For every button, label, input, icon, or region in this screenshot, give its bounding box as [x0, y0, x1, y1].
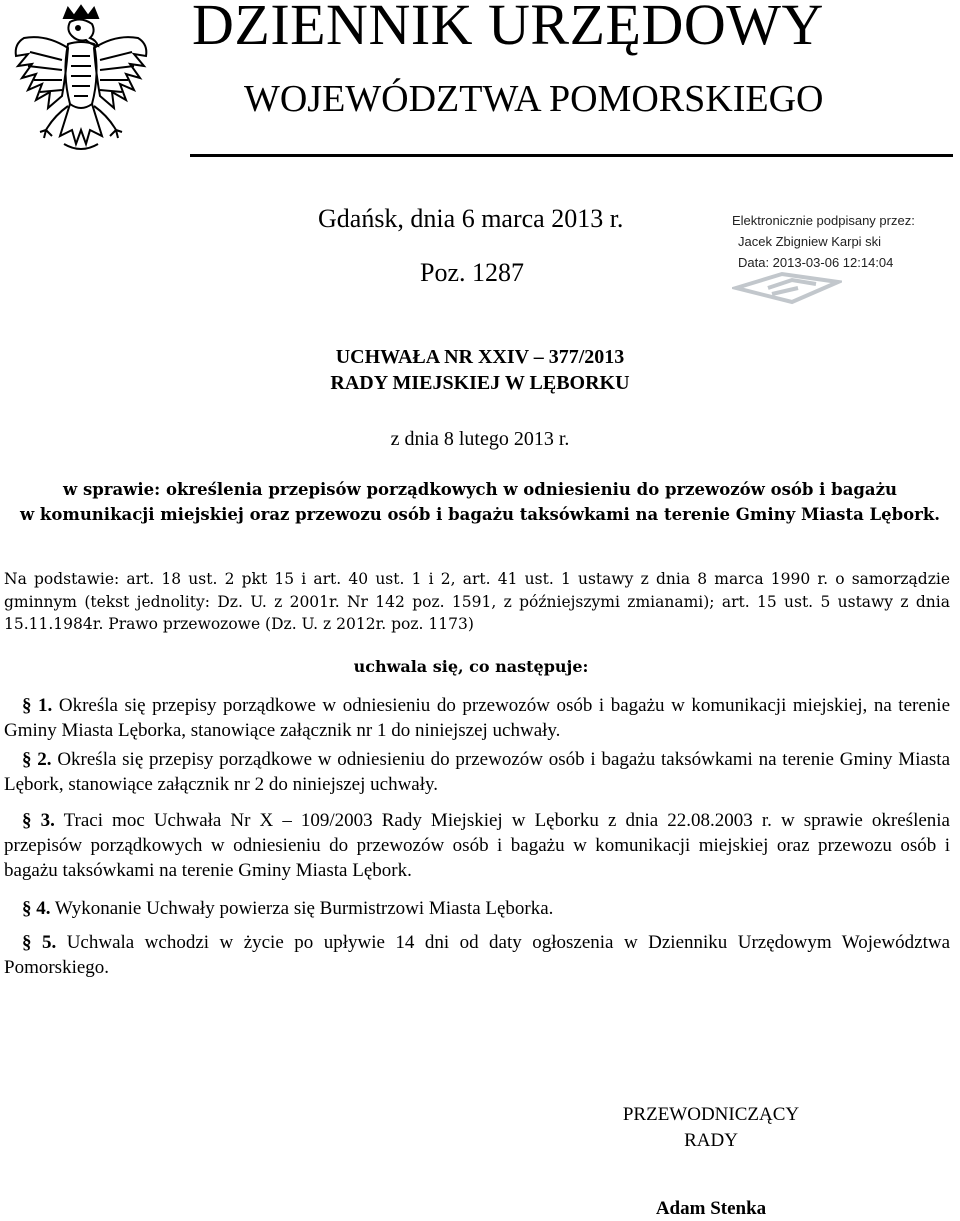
resolution-subject	[0, 477, 960, 527]
paragraph-number: § 1.	[22, 695, 53, 716]
chairman-title	[596, 1102, 826, 1154]
enacting-clause: uchwala się, co następuje:	[353, 657, 589, 676]
paragraph-text: Określa się przepisy porządkowe w odniesieniu do przewozów osób i bagażu taksówkami na terenie Gminy Miasta Lębork, stanowiące załącznik nr 2 do niniejszej uchwały.	[4, 749, 951, 795]
paragraph-number: § 5.	[22, 932, 57, 953]
e-signature-date: Data: 2013-03-06 12:14:04	[738, 255, 894, 270]
publication-date: Gdańsk, dnia 6 marca 2013 r.	[318, 204, 624, 233]
white-eagle-emblem-icon	[6, 4, 156, 169]
paragraph-text: Traci moc Uchwała Nr X – 109/2003 Rady Miejskiej w Lęborku z dnia 22.08.2003 r. w sprawie określenia przepisów porządkowych w odniesieniu do przewozów osób i bagażu w komunikacji miejskiej oraz przewozu osób i bagażu taksówkami na terenie Gminy Miasta Lębork.	[4, 810, 950, 881]
paragraph-number: § 2.	[22, 749, 52, 770]
e-signature-signer: Jacek Zbigniew Karpi ski	[738, 234, 882, 249]
paragraph-5	[4, 930, 950, 980]
paragraph-text: Uchwala wchodzi w życie po upływie 14 dni od daty ogłoszenia w Dzienniku Urzędowym Województwa Pomorskiego.	[4, 932, 950, 978]
paragraph-3	[4, 808, 950, 883]
resolution-title: UCHWAŁA NR XXIV – 377/2013	[335, 346, 625, 368]
subject-line-2: w komunikacji miejskiej oraz przewozu osób i bagażu taksówkami na terenie Gminy Miasta Lębork.	[19, 505, 941, 524]
subject-line-1: w sprawie: określenia przepisów porządkowych w odniesieniu do przewozów osób i bagażu	[63, 480, 897, 499]
header-divider	[190, 154, 953, 157]
paragraph-number: § 3.	[22, 810, 55, 831]
journal-subtitle: WOJEWÓDZTWA POMORSKIEGO	[244, 78, 824, 120]
signature-logo-icon	[732, 268, 842, 308]
resolution-council: RADY MIEJSKIEJ W LĘBORKU	[330, 372, 630, 394]
chairman-body: RADY	[684, 1130, 738, 1151]
paragraph-2	[4, 747, 950, 797]
chairman-role: PRZEWODNICZĄCY	[622, 1104, 800, 1125]
paragraph-text: Wykonanie Uchwały powierza się Burmistrzowi Miasta Lęborka.	[54, 898, 554, 919]
position-number: Poz. 1287	[420, 258, 524, 287]
paragraph-number: § 4.	[22, 898, 51, 919]
paragraph-4	[4, 896, 950, 921]
legal-basis: Na podstawie: art. 18 ust. 2 pkt 15 i art. 40 ust. 1 i 2, art. 41 ust. 1 ustawy z dnia 8 marca 1990 r. o samorządzie gminnym (tekst jednolity: Dz. U. z 2001r. Nr 142 poz. 1591, z późniejszymi zmianami); art. 15 ust. 5 ustawy z dnia 15.11.1984r. Prawo przewozowe (Dz. U. z 2012r. poz. 1173)	[4, 570, 950, 633]
e-signature-label: Elektronicznie podpisany przez:	[732, 213, 915, 228]
paragraph-1	[4, 693, 950, 743]
electronic-signature-block	[732, 210, 932, 273]
journal-title: DZIENNIK URZĘDOWY	[192, 0, 824, 57]
paragraph-text: Określa się przepisy porządkowe w odniesieniu do przewozów osób i bagażu w komunikacji miejskiej, na terenie Gminy Miasta Lęborka, stanowiące załącznik nr 1 do niniejszej uchwały.	[4, 695, 950, 741]
signer-name: Adam Stenka	[655, 1198, 767, 1219]
resolution-date: z dnia 8 lutego 2013 r.	[390, 428, 570, 450]
